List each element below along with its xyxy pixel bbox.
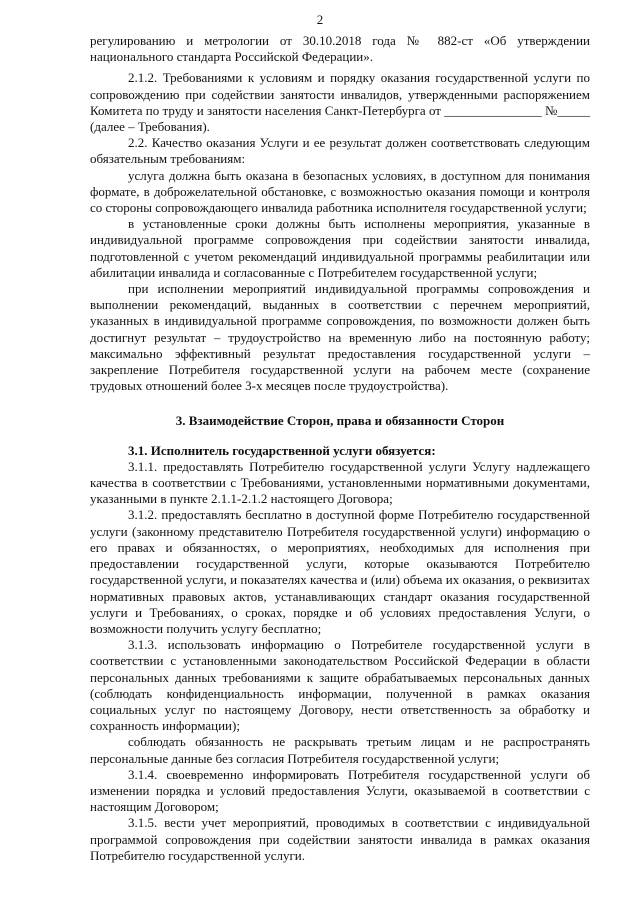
section-heading: 3. Взаимодействие Сторон, права и обязанности Сторон (175, 413, 505, 429)
clause: 3.1.4. своевременно информировать Потребителя государственной услуги об изменении порядка и условий предоставления Услуги, оказываемой в соответствии с настоящим Договором; (90, 766, 590, 815)
section-subheading: 3.1. Исполнитель государственной услуги обязуется: (128, 442, 436, 458)
paragraph: при исполнении мероприятий индивидуальной программы сопровождения и выполнении рекомендаций, выданных в соответствии с перечнем мероприятий, указанных в индивидуальной программе сопровождения, по возможности должен быть достигнут результат – трудоустройство на временную либо на постоянную работу; максимально эффективный результат предоставления государственной услуги – закрепление Потребителя государственной услуги на рабочем месте (сохранение трудовых отношений более 3-х месяцев после трудоустройства). (90, 281, 590, 394)
clause: 3.1.3. использовать информацию о Потребителе государственной услуги в соответствии с установленными законодательством Российской Федерации в области персональных данных требованиями к защите обрабатываемых персональных данных (соблюдать конфиденциальность информации, полученной в рамках оказания социальных услуг по настоящему Договору, нести ответственность за обработку и сохранность информации); (90, 637, 590, 734)
paragraph: 2.1.2. Требованиями к условиям и порядку оказания государственной услуги по сопровождению при содействии занятости инвалидов, утвержденными распоряжением Комитета по труду и занятости населения Санкт-Петербурга от _______________ №_____ (далее – Требования). (90, 70, 590, 135)
document-body (90, 33, 590, 864)
paragraph: в установленные сроки должны быть исполнены мероприятия, указанные в индивидуальной программе сопровождения при содействии занятости инвалида, подготовленной с учетом рекомендаций индивидуальной программы реабилитации или абилитации инвалида и согласованные с Потребителем государственной услуги; (90, 216, 590, 280)
clause: 3.1.2. предоставлять бесплатно в доступной форме Потребителю государственной услуги (законному представителю Потребителя государственной услуги) информацию о его правах и обязанностях, о мероприятиях, необходимых для исполнения при предоставлении государственной услуги, которые оказываются Потребителю государственной услуги, и показателях качества и (или) объема их оказания, о реквизитах нормативных правовых актов, устанавливающих стандарт оказания государственной услуги и Требованиях, о сроках, порядке и об условиях предоставления Услуги, о возможности получить услугу бесплатно; (90, 507, 590, 636)
clause: 3.1.1. предоставлять Потребителю государственной услуги Услугу надлежащего качества в соответствии с Требованиями, установленными нормативными документами, указанными в пункте 2.1.1-2.1.2 настоящего Договора; (90, 458, 590, 507)
paragraph: 2.2. Качество оказания Услуги и ее результат должен соответствовать следующим обязательным требованиям: (90, 135, 590, 167)
page-number: 2 (316, 12, 324, 27)
paragraph: услуга должна быть оказана в безопасных условиях, в доступном для понимания формате, в доброжелательной обстановке, с возможностью оказания помощи и контроля со стороны сопровождающего инвалида работника исполнителя государственной услуги; (90, 167, 590, 216)
paragraph: регулированию и метрологии от 30.10.2018 года № 882-ст «Об утверждении национального стандарта Российской Федерации». (90, 33, 590, 65)
clause: соблюдать обязанность не раскрывать третьим лицам и не распространять персональные данные без согласия Потребителя государственной услуги; (90, 734, 590, 766)
clause: 3.1.5. вести учет мероприятий, проводимых в соответствии с индивидуальной программой сопровождения при содействии занятости инвалида в рамках оказания Потребителю государственной услуги. (90, 815, 590, 863)
